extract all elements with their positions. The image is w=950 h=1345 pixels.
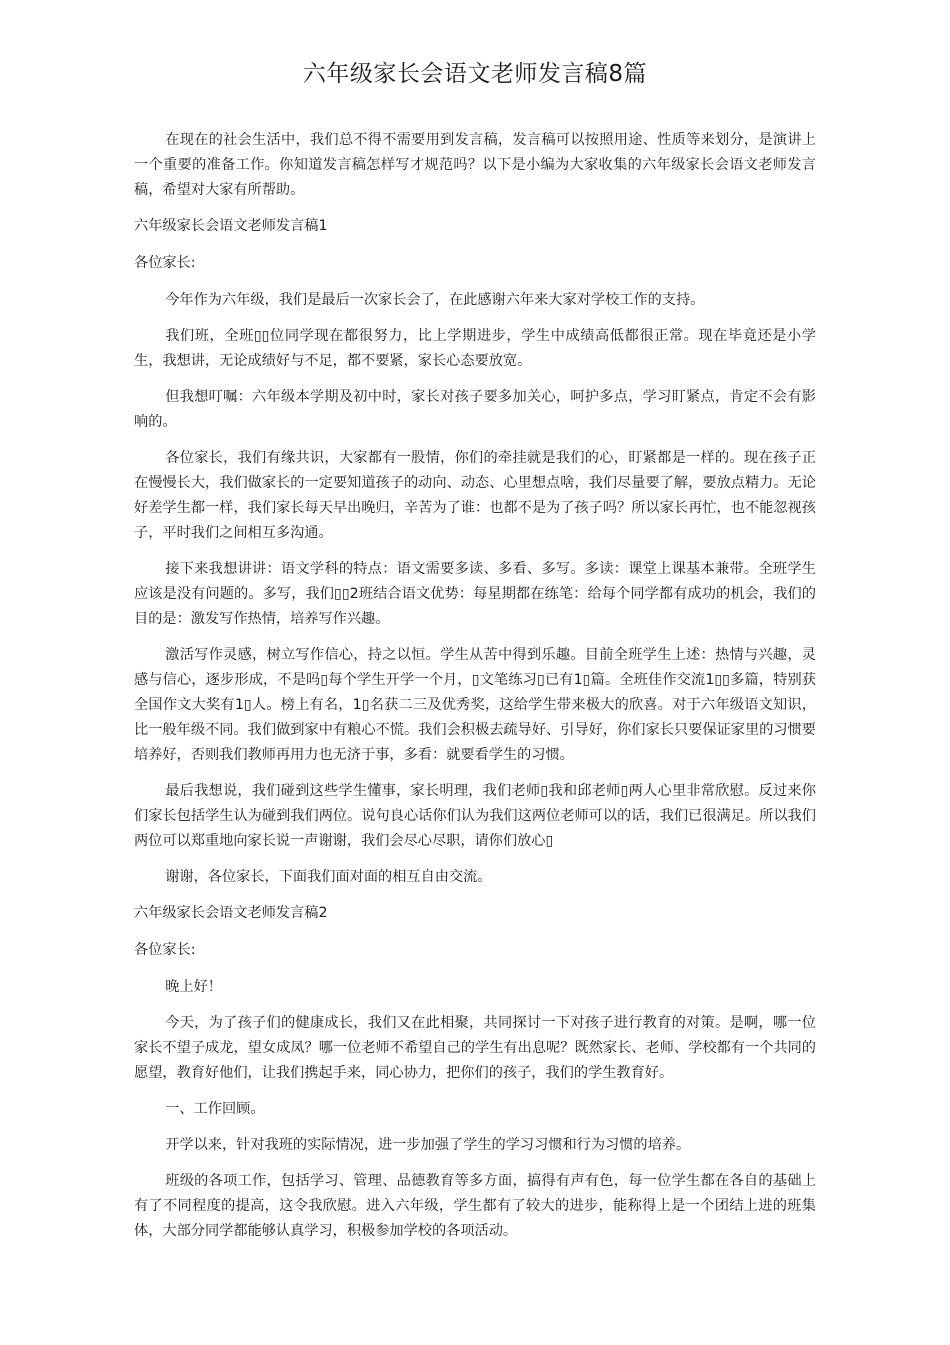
section-1-salutation: 各位家长: [134, 255, 196, 271]
section-2-paragraph: 今天，为了孩子们的健康成长，我们又在此相聚，共同探讨一下对孩子进行教育的对策。是啊，哪一位家长不望子成龙，望女成凤？哪一位老师不希望自己的学生有出息呢？既然家长、老师、学校都有一个共同的愿望，教育好他们，让我们携起手来，同心协力，把你们的孩子，我们的学生教育好。 [134, 1015, 816, 1081]
section-2-paragraph: 班级的各项工作，包括学习、管理、品德教育等多方面，搞得有声有色，每一位学生都在各自的基础上有了不同程度的提高，这令我欣慰。进入六年级，学生都有了较大的进步，能称得上是一个团结上进的班集体，大部分同学都能够认真学习，积极参加学校的各项活动。 [134, 1173, 816, 1239]
section-1-paragraph: 但我想叮嘱：六年级本学期及初中时，家长对孩子要多加关心，呵护多点，学习盯紧点，肯定不会有影响的。 [134, 389, 816, 430]
section-2-paragraph: 一、工作回顾。 [165, 1101, 265, 1117]
section-1-paragraph: 谢谢，各位家长，下面我们面对面的相互自由交流。 [165, 869, 492, 885]
section-1-paragraph: 各位家长，我们有缘共识，大家都有一股情，你们的牵挂就是我们的心，盯紧都是一样的。现在孩子正在慢慢长大，我们做家长的一定要知道孩子的动向、动态、心里想点啥，我们尽量要了解，要放点精力。无论好差学生都一样，我们家长每天早出晚归，辛苦为了谁：也都不是为了孩子吗？所以家长再忙，也不能忽视孩子，平时我们之间相互多沟通。 [134, 450, 816, 541]
section-1-paragraph: 接下来我想讲讲：语文学科的特点：语文需要多读、多看、多写。多读：课堂上课基本兼带。全班学生应该是没有问题的。多写，我们▯▯2班结合语文优势：每星期都在练笔：给每个同学都有成功的机会，我们的目的是：激发写作热情，培养写作兴趣。 [134, 561, 816, 627]
section-2-salutation: 各位家长: [134, 942, 196, 958]
intro-paragraph: 在现在的社会生活中，我们总不得不需要用到发言稿，发言稿可以按照用途、性质等来划分，是演讲上一个重要的准备工作。你知道发言稿怎样写才规范吗？以下是小编为大家收集的六年级家长会语文老师发言稿，希望对大家有所帮助。 [134, 132, 816, 198]
document-title: 六年级家长会语文老师发言稿8篇 [302, 61, 648, 87]
section-1-heading: 六年级家长会语文老师发言稿1 [134, 218, 328, 234]
section-2-heading: 六年级家长会语文老师发言稿2 [134, 905, 328, 921]
section-1-paragraph: 今年作为六年级，我们是最后一次家长会了，在此感谢六年来大家对学校工作的支持。 [165, 292, 705, 308]
section-2-paragraph: 晚上好！ [165, 979, 222, 995]
document-body [134, 128, 816, 1255]
section-1-paragraph: 我们班，全班▯▯位同学现在都很努力，比上学期进步，学生中成绩高低都很正常。现在毕竟还是小学生，我想讲，无论成绩好与不足，都不要紧，家长心态要放宽。 [134, 328, 816, 369]
section-2-paragraph: 开学以来，针对我班的实际情况，进一步加强了学生的学习习惯和行为习惯的培养。 [165, 1137, 691, 1153]
section-1-paragraph: 激活写作灵感，树立写作信心，持之以恒。学生从苦中得到乐趣。目前全班学生上述：热情与兴趣，灵感与信心，逐步形成，不是吗▯每个学生开学一个月，▯文笔练习▯已有1▯篇。全班佳作交流1▯▯多篇，特别获全国作文大奖有1▯人。榜上有名，1▯名获二三及优秀奖，这给学生带来极大的欣喜。对于六年级语文知识，比一般年级不同。我们做到家中有粮心不慌。我们会积极去疏导好、引导好，你们家长只要保证家里的习惯要培养好，否则我们教师再用力也无济于事，多看：就要看学生的习惯。 [134, 647, 816, 763]
section-1-paragraph: 最后我想说，我们碰到这些学生懂事，家长明理，我们老师▯我和邱老师▯两人心里非常欣慰。反过来你们家长包括学生认为碰到我们两位。说句良心话你们认为我们这两位老师可以的话，我们已很满足。所以我们两位可以郑重地向家长说一声谢谢，我们会尽心尽职，请你们放心▯ [134, 783, 816, 849]
